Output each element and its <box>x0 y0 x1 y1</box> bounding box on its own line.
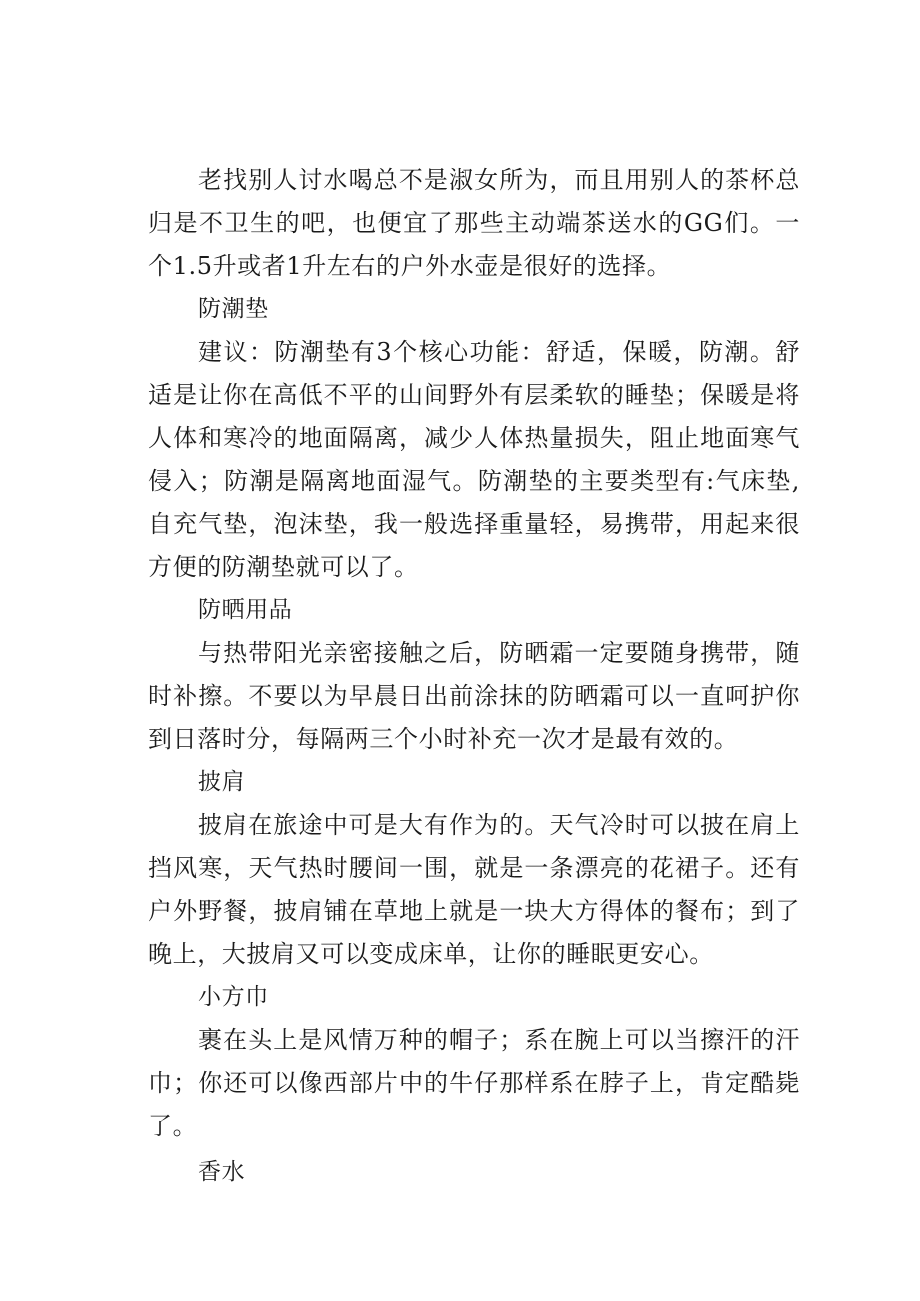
heading-moisture-mat: 防潮垫 <box>198 296 269 322</box>
heading-shawl: 披肩 <box>198 769 246 795</box>
paragraph-shawl: 披肩在旅途中可是大有作为的。天气冷时可以披在肩上挡风寒，天气热时腰间一围，就是一条漂亮的花裙子。还有户外野餐，披肩铺在草地上就是一块大方得体的餐布；到了晚上，大披肩又可以变成床单，让你的睡眠更安心。 <box>148 811 800 968</box>
heading-perfume: 香水 <box>198 1159 246 1185</box>
heading-small-scarf: 小方巾 <box>198 984 269 1010</box>
heading-sunscreen: 防晒用品 <box>198 597 293 623</box>
paragraph-sunscreen: 与热带阳光亲密接触之后，防晒霜一定要随身携带，随时补擦。不要以为早晨日出前涂抹的防晒霜可以一直呵护你到日落时分，每隔两三个小时补充一次才是最有效的。 <box>148 639 800 753</box>
paragraph-small-scarf: 裹在头上是风情万种的帽子；系在腕上可以当擦汗的汗巾；你还可以像西部片中的牛仔那样系在脖子上，肯定酷毙了。 <box>148 1026 800 1140</box>
document-body <box>148 159 800 1194</box>
paragraph-water-bottle: 老找别人讨水喝总不是淑女所为，而且用别人的茶杯总归是不卫生的吧，也便宜了那些主动端茶送水的GG们。一个1.5升或者1升左右的户外水壶是很好的选择。 <box>148 166 800 280</box>
paragraph-moisture-mat: 建议：防潮垫有3个核心功能：舒适，保暖，防潮。舒适是让你在高低不平的山间野外有层柔软的睡垫；保暖是将人体和寒冷的地面隔离，减少人体热量损失，阻止地面寒气侵入；防潮是隔离地面湿气。防潮垫的主要类型有:气床垫,自充气垫，泡沫垫，我一般选择重量轻，易携带，用起来很方便的防潮垫就可以了。 <box>148 338 800 581</box>
